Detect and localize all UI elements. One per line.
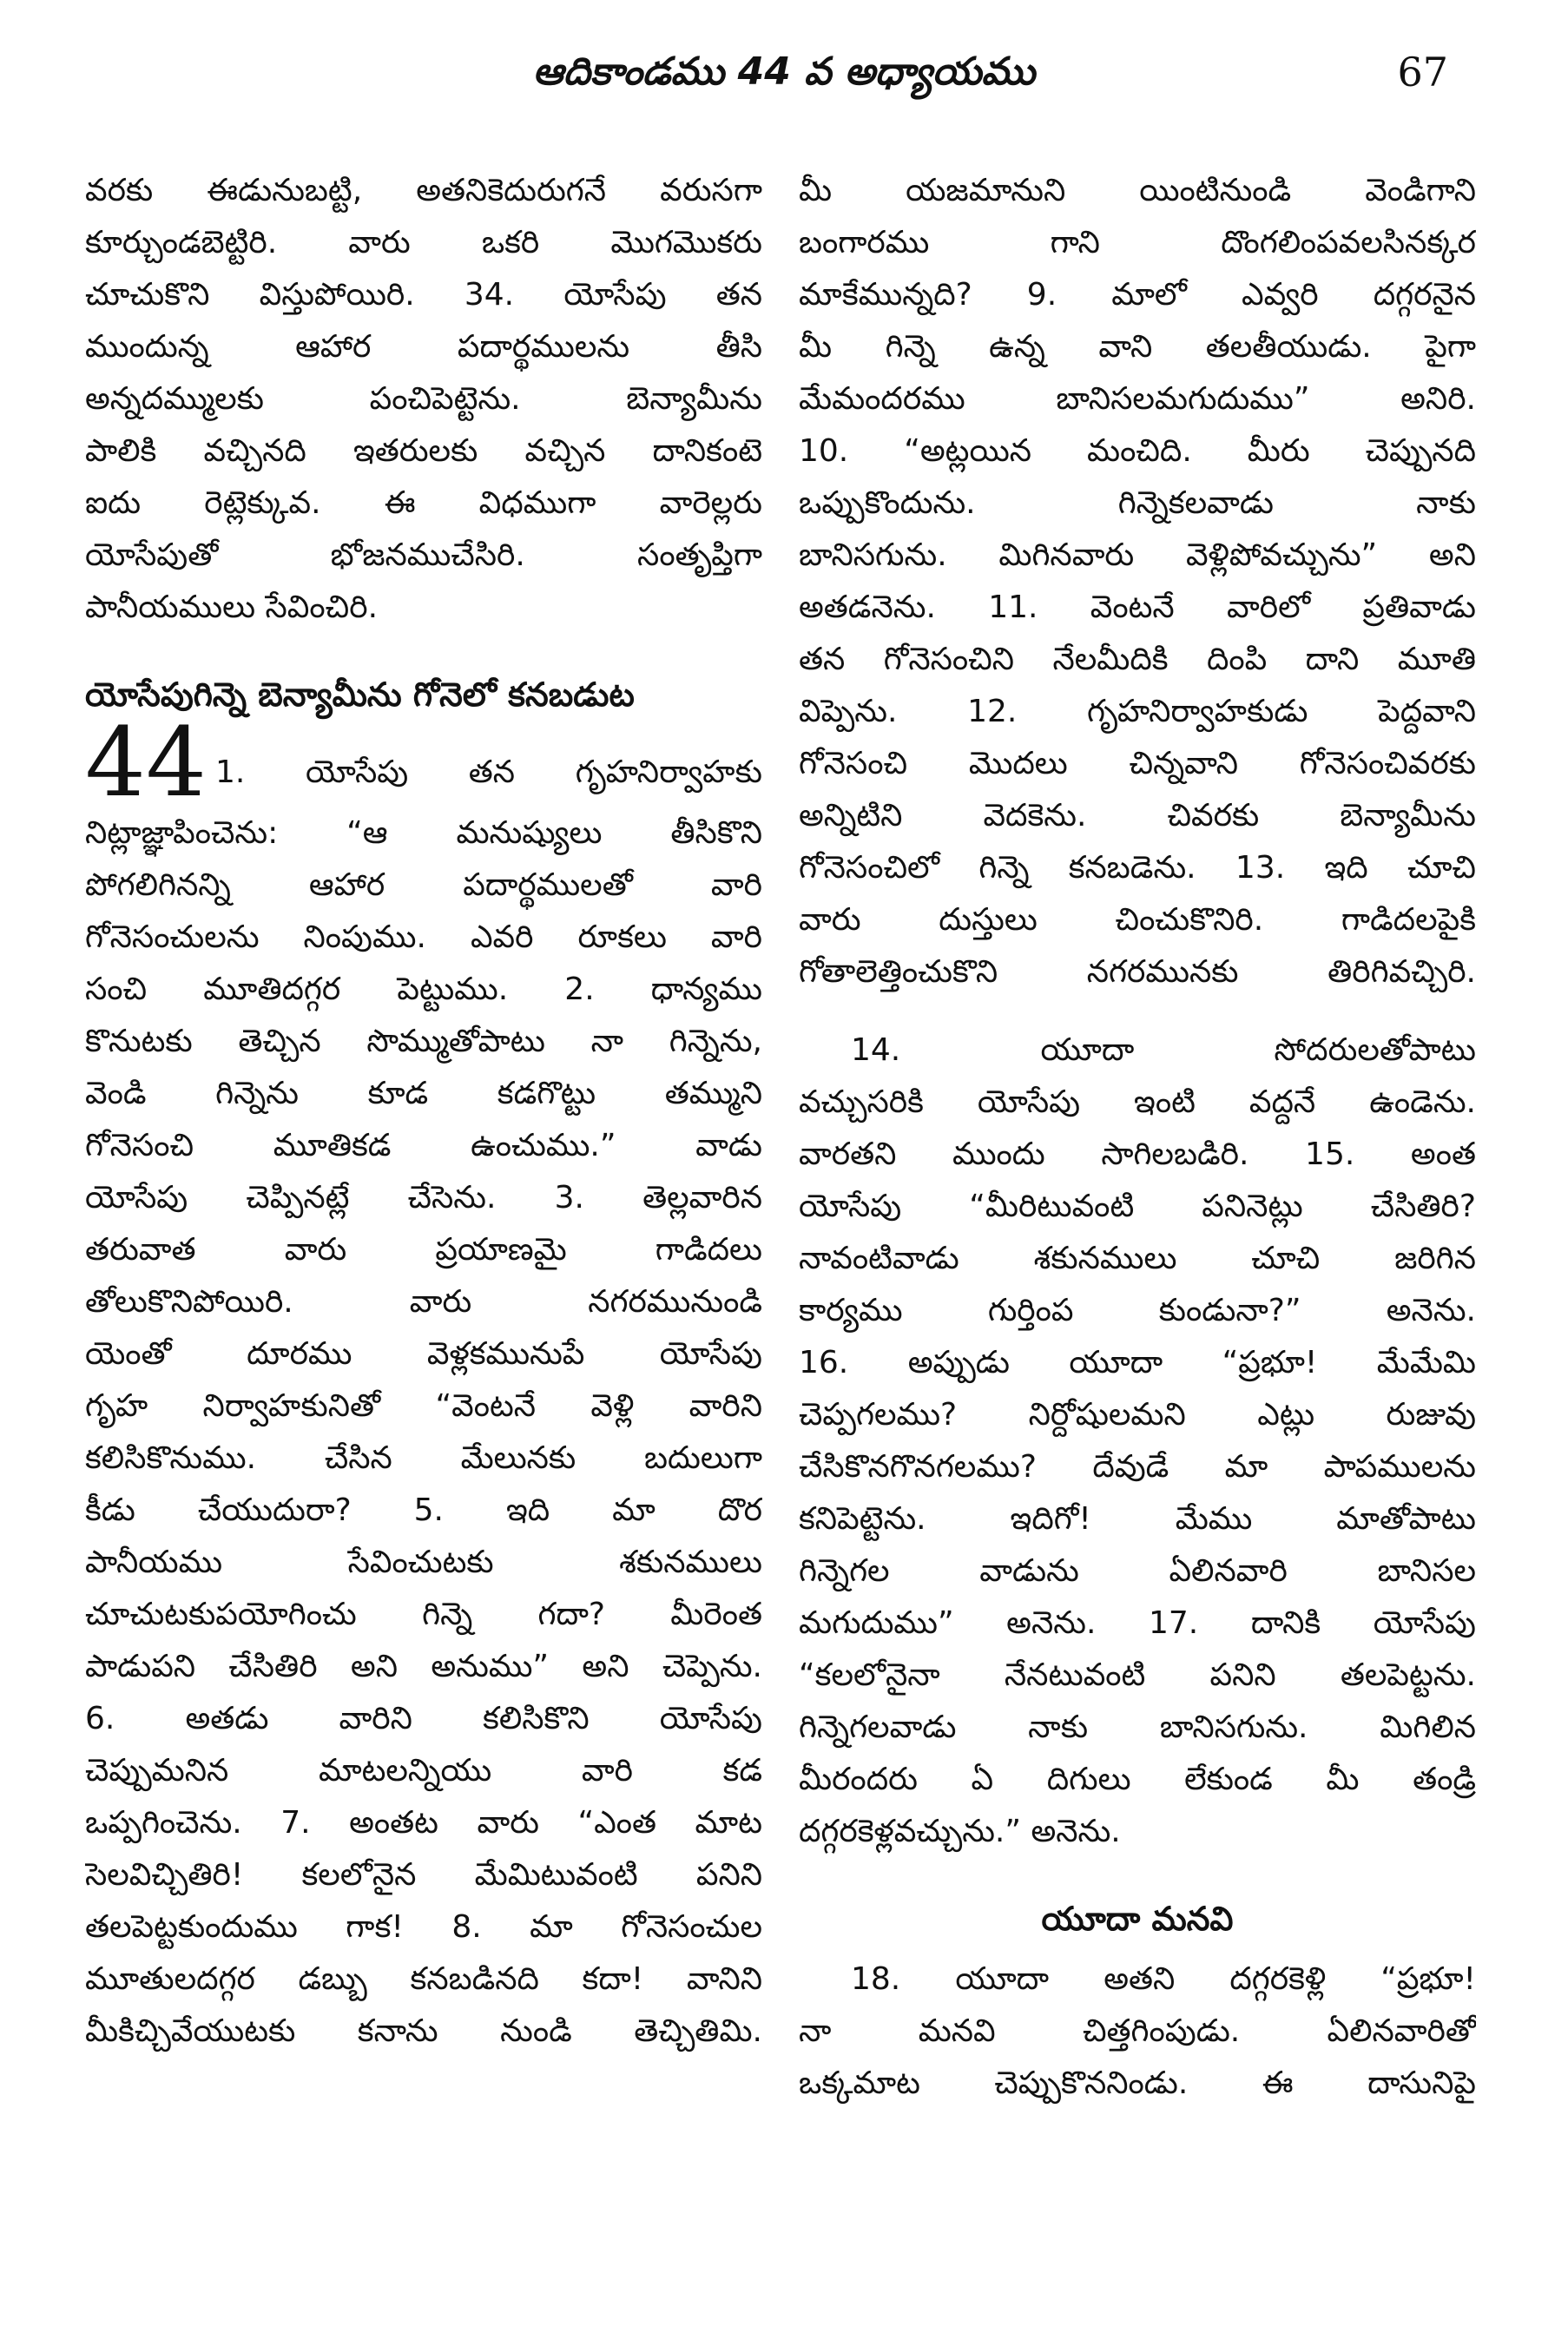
- text-line: మీరందరు ఏ దిగులు లేకుండ మీ తండ్రి: [799, 1762, 1476, 1797]
- text-line: చెప్పుమనిన మాటలన్నియు వారి కడ: [85, 1753, 762, 1789]
- text-line: గృహ నిర్వాహకునితో “వెంటనే వెళ్లి వారిని: [85, 1388, 762, 1424]
- text-line: వారు దుస్తులు చించుకొనిరి. గాడిదలపైకి: [799, 902, 1476, 938]
- text-line: గోనెసంచిలో గిన్నె కనబడెను. 13. ఇది చూచి: [799, 850, 1476, 886]
- paragraph: [799, 1024, 1476, 1858]
- text-line: వెండి గిన్నెను కూడ కడగొట్టు తమ్ముని: [85, 1076, 762, 1111]
- text-line: కూర్చుండబెట్టిరి. వారు ఒకరి మొగమొకరు: [85, 225, 762, 260]
- text-line: యోసేపుతో భోజనముచేసిరి. సంతృప్తిగా: [85, 537, 762, 573]
- text-line: సెలవిచ్చితిరి! కలలోనైన మేమిటువంటి పనిని: [85, 1857, 762, 1893]
- text-line: చెప్పగలము? నిర్దోషులమని ఎట్లు రుజువు: [799, 1397, 1476, 1433]
- page-number: 67: [1397, 49, 1448, 96]
- text-line: బంగారము గాని దొంగలింపవలసినక్కర: [799, 225, 1476, 260]
- text-line: మీ యజమానుని యింటినుండి వెండిగాని: [799, 173, 1476, 208]
- page-header: [87, 42, 1481, 111]
- text-line: కీడు చేయుదురా? 5. ఇది మా దొర: [85, 1492, 762, 1528]
- text-line: చేసికొనగొనగలము? దేవుడే మా పాపములను: [799, 1449, 1476, 1485]
- text-line: యోసేపు చెప్పినట్లే చేసెను. 3. తెల్లవారిన: [85, 1180, 762, 1216]
- text-line: 16. అప్పుడు యూదా “ప్రభూ! మేమేమి: [799, 1345, 1476, 1380]
- text-line: నిట్లాజ్ఞాపించెను: “ఆ మనుష్యులు తీసికొని: [85, 815, 762, 851]
- text-line: గోనెసంచులను నింపుము. ఎవరి రూకలు వారి: [85, 919, 762, 955]
- paragraph-gap: [799, 998, 1476, 1024]
- text-line: గోనెసంచి మూతికడ ఉంచుము.” వాడు: [85, 1128, 762, 1163]
- text-line: 10. “అట్లయిన మంచిది. మీరు చెప్పునది: [799, 433, 1476, 469]
- chapter-paragraph: [85, 807, 762, 2058]
- text-line: 18. యూదా అతని దగ్గరకెళ్లి “ప్రభూ!: [851, 1961, 1476, 1997]
- text-line: నావంటివాడు శకునములు చూచి జరిగిన: [799, 1241, 1476, 1276]
- chapter-opening: [85, 707, 762, 818]
- text-line: సంచి మూతిదగ్గర పెట్టుము. 2. ధాన్యము: [85, 972, 762, 1007]
- text-line: పానీయము సేవించుటకు శకునములు: [85, 1545, 762, 1580]
- text-line: మీకిచ్చివేయుటకు కనాను నుండి తెచ్చితిమి.: [85, 2013, 762, 2049]
- text-line: కొనుటకు తెచ్చిన సొమ్ముతోపాటు నా గిన్నెను,: [85, 1024, 762, 1059]
- text-line: తలపెట్టకుందుము గాక! 8. మా గోనెసంచుల: [85, 1909, 762, 1945]
- text-line: వచ్చుసరికి యోసేపు ఇంటి వద్దనే ఉండెను.: [799, 1084, 1476, 1120]
- right-column: [799, 165, 1476, 2110]
- text-line: పాడుపని చేసితిరి అని అనుము” అని చెప్పెను.: [85, 1649, 762, 1684]
- text-line: మాకేమున్నది? 9. మాలో ఎవ్వరి దగ్గరనైన: [799, 277, 1476, 313]
- text-line: దగ్గరకెళ్లవచ్చును.” అనెను.: [799, 1814, 1121, 1849]
- paragraph: [799, 1953, 1476, 2110]
- text-line: మీ గిన్నె ఉన్న వాని తలతీయుడు. పైగా: [799, 329, 1476, 365]
- text-line: కలిసికొనుము. చేసిన మేలునకు బదులుగా: [85, 1440, 762, 1476]
- paragraph-continuation: [85, 165, 762, 634]
- section-heading: యోసేపుగిన్నె బెన్యామీను గోనెలో కనబడుట: [85, 675, 635, 714]
- text-line: బానిసగును. మిగినవారు వెళ్లిపోవచ్చును” అని: [799, 537, 1476, 573]
- left-column: [85, 165, 762, 2058]
- text-line: ఒప్పుకొందును. గిన్నెకలవాడు నాకు: [799, 485, 1476, 521]
- paragraph-continuation: [799, 165, 1476, 998]
- text-line: గోతాలెత్తించుకొని నగరమునకు తిరిగివచ్చిరి.: [799, 954, 1476, 990]
- section-heading: యూదా మనవి: [1041, 1900, 1234, 1938]
- text-line: 1. యోసేపు తన గృహనిర్వాహకు: [215, 754, 762, 790]
- text-line: తోలుకొనిపోయిరి. వారు నగరమునుండి: [85, 1284, 762, 1320]
- text-line: గిన్నెగలవాడు నాకు బానిసగును. మిగిలిన: [799, 1710, 1476, 1745]
- text-line: చూచుకొని విస్తుపోయిరి. 34. యోసేపు తన: [85, 277, 762, 313]
- running-title: ఆదికాండము 44 వ అధ్యాయము: [532, 49, 1036, 94]
- text-line: కనిపెట్టెను. ఇదిగో! మేము మాతోపాటు: [799, 1501, 1476, 1537]
- text-line: 14. యూదా సోదరులతోపాటు: [851, 1032, 1476, 1068]
- chapter-number: 44: [85, 707, 207, 818]
- text-line: చూచుటకుపయోగించు గిన్నె గదా? మీరెంత: [85, 1597, 762, 1632]
- text-line: నా మనవి చిత్తగింపుడు. ఏలినవారితో: [799, 2013, 1476, 2049]
- text-line: కార్యము గుర్తింప కుండునా?” అనెను.: [799, 1293, 1476, 1328]
- text-line: ఐదు రెట్లెక్కువ. ఈ విధముగా వారెల్లరు: [85, 485, 762, 521]
- text-line: విప్పెను. 12. గృహనిర్వాహకుడు పెద్దవాని: [799, 694, 1476, 729]
- text-line: ముందున్న ఆహార పదార్థములను తీసి: [85, 329, 762, 365]
- text-line: గిన్నెగల వాడును ఏలినవారి బానిసల: [799, 1553, 1476, 1589]
- text-line: ఒక్కమాట చెప్పుకొననిండు. ఈ దాసునిపై: [799, 2065, 1476, 2101]
- text-line: అన్నిటిని వెదకెను. చివరకు బెన్యామీను: [799, 798, 1476, 833]
- text-line: గోనెసంచి మొదలు చిన్నవాని గోనెసంచివరకు: [799, 746, 1476, 781]
- text-line: మేమందరము బానిసలమగుదుము” అనిరి.: [799, 381, 1476, 417]
- text-line: తరువాత వారు ప్రయాణమై గాడిదలు: [85, 1232, 762, 1268]
- text-line: అతడనెను. 11. వెంటనే వారిలో ప్రతివాడు: [799, 590, 1476, 625]
- text-line: పోగలిగినన్ని ఆహార పదార్థములతో వారి: [85, 867, 762, 903]
- text-line: మూతులదగ్గర డబ్బు కనబడినది కదా! వానిని: [85, 1961, 762, 1997]
- text-line: ఒప్పగించెను. 7. అంతట వారు “ఎంత మాట: [85, 1805, 762, 1841]
- text-line: వారతని ముందు సాగిలబడిరి. 15. అంత: [799, 1136, 1476, 1172]
- text-line: మగుదుము” అనెను. 17. దానికి యోసేపు: [799, 1605, 1476, 1641]
- text-line: అన్నదమ్ములకు పంచిపెట్టెను. బెన్యామీను: [85, 381, 762, 417]
- text-line: యెంతో దూరము వెళ్లకమునుపే యోసేపు: [85, 1336, 762, 1372]
- text-line: వరకు ఈడునుబట్టి, అతనికెదురుగనే వరుసగా: [85, 173, 762, 208]
- text-line: పాలికి వచ్చినది ఇతరులకు వచ్చిన దానికంటె: [85, 433, 762, 469]
- text-line: “కలలోనైనా నేనటువంటి పనిని తలపెట్టను.: [799, 1657, 1476, 1693]
- text-line: తన గోనెసంచిని నేలమీదికి దింపి దాని మూతి: [799, 642, 1476, 677]
- text-line: 6. అతడు వారిని కలిసికొని యోసేపు: [85, 1701, 762, 1736]
- text-line: యోసేపు “మీరిటువంటి పనినెట్లు చేసితిరి?: [799, 1189, 1476, 1224]
- text-line: పానీయములు సేవించిరి.: [85, 590, 379, 625]
